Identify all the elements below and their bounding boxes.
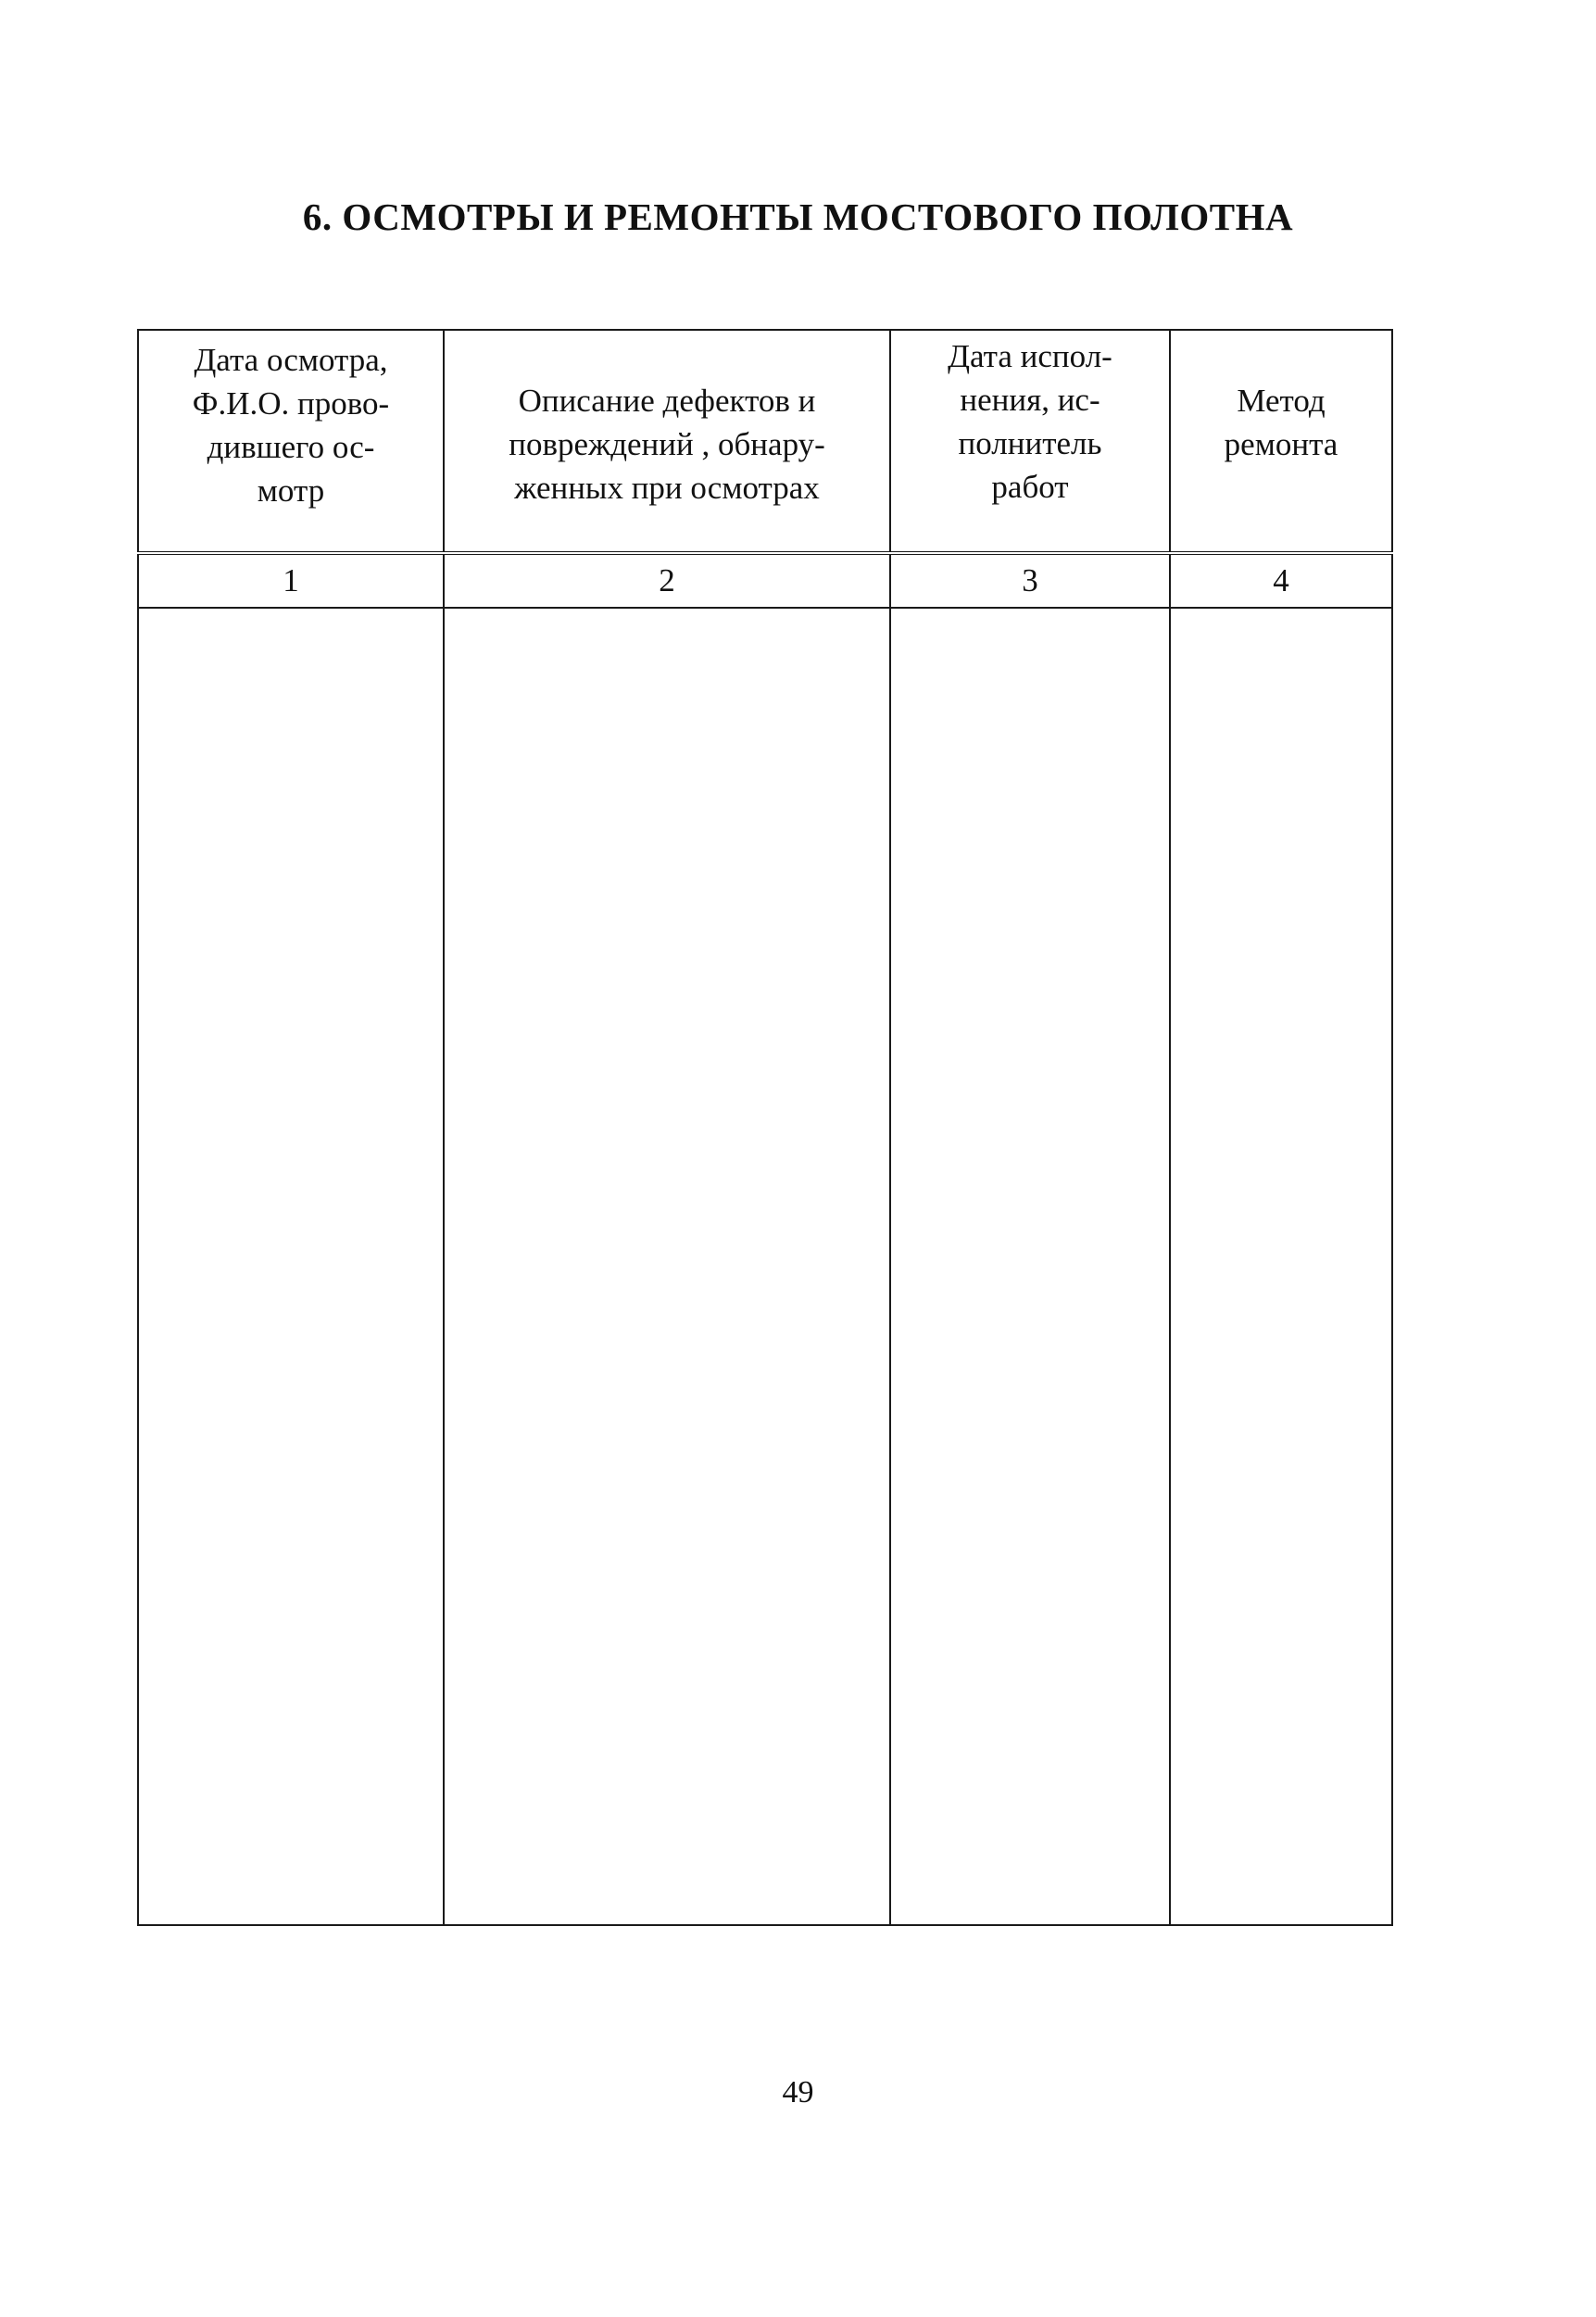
header-completion-date-text: Дата испол- нения, ис- полнитель работ bbox=[948, 338, 1112, 505]
header-cell-completion-date bbox=[890, 330, 1170, 553]
header-cell-defects-description bbox=[444, 330, 890, 553]
body-cell-defects-description bbox=[444, 608, 890, 1925]
table-body-row bbox=[138, 608, 1392, 1925]
body-cell-inspection-date bbox=[138, 608, 444, 1925]
header-cell-inspection-date bbox=[138, 330, 444, 553]
column-number-4: 4 bbox=[1170, 553, 1392, 608]
header-cell-repair-method bbox=[1170, 330, 1392, 553]
column-number-1: 1 bbox=[138, 553, 444, 608]
body-cell-repair-method bbox=[1170, 608, 1392, 1925]
table-header-row bbox=[138, 330, 1392, 553]
header-defects-description-text: Описание дефектов и повреждений , обнару- женных при осмотрах bbox=[509, 383, 825, 506]
inspection-repair-table bbox=[137, 329, 1393, 1926]
header-repair-method-text: Метод ремонта bbox=[1224, 383, 1338, 462]
page-title: 6. ОСМОТРЫ И РЕМОНТЫ МОСТОВОГО ПОЛОТНА bbox=[302, 195, 1294, 238]
header-inspection-date-text: Дата осмотра, Ф.И.О. прово- дившего ос- мотр bbox=[192, 342, 390, 509]
page-number: 49 bbox=[782, 2075, 814, 2109]
body-cell-completion-date bbox=[890, 608, 1170, 1925]
column-number-3: 3 bbox=[890, 553, 1170, 608]
column-number-row bbox=[138, 553, 1392, 608]
column-number-2: 2 bbox=[444, 553, 890, 608]
